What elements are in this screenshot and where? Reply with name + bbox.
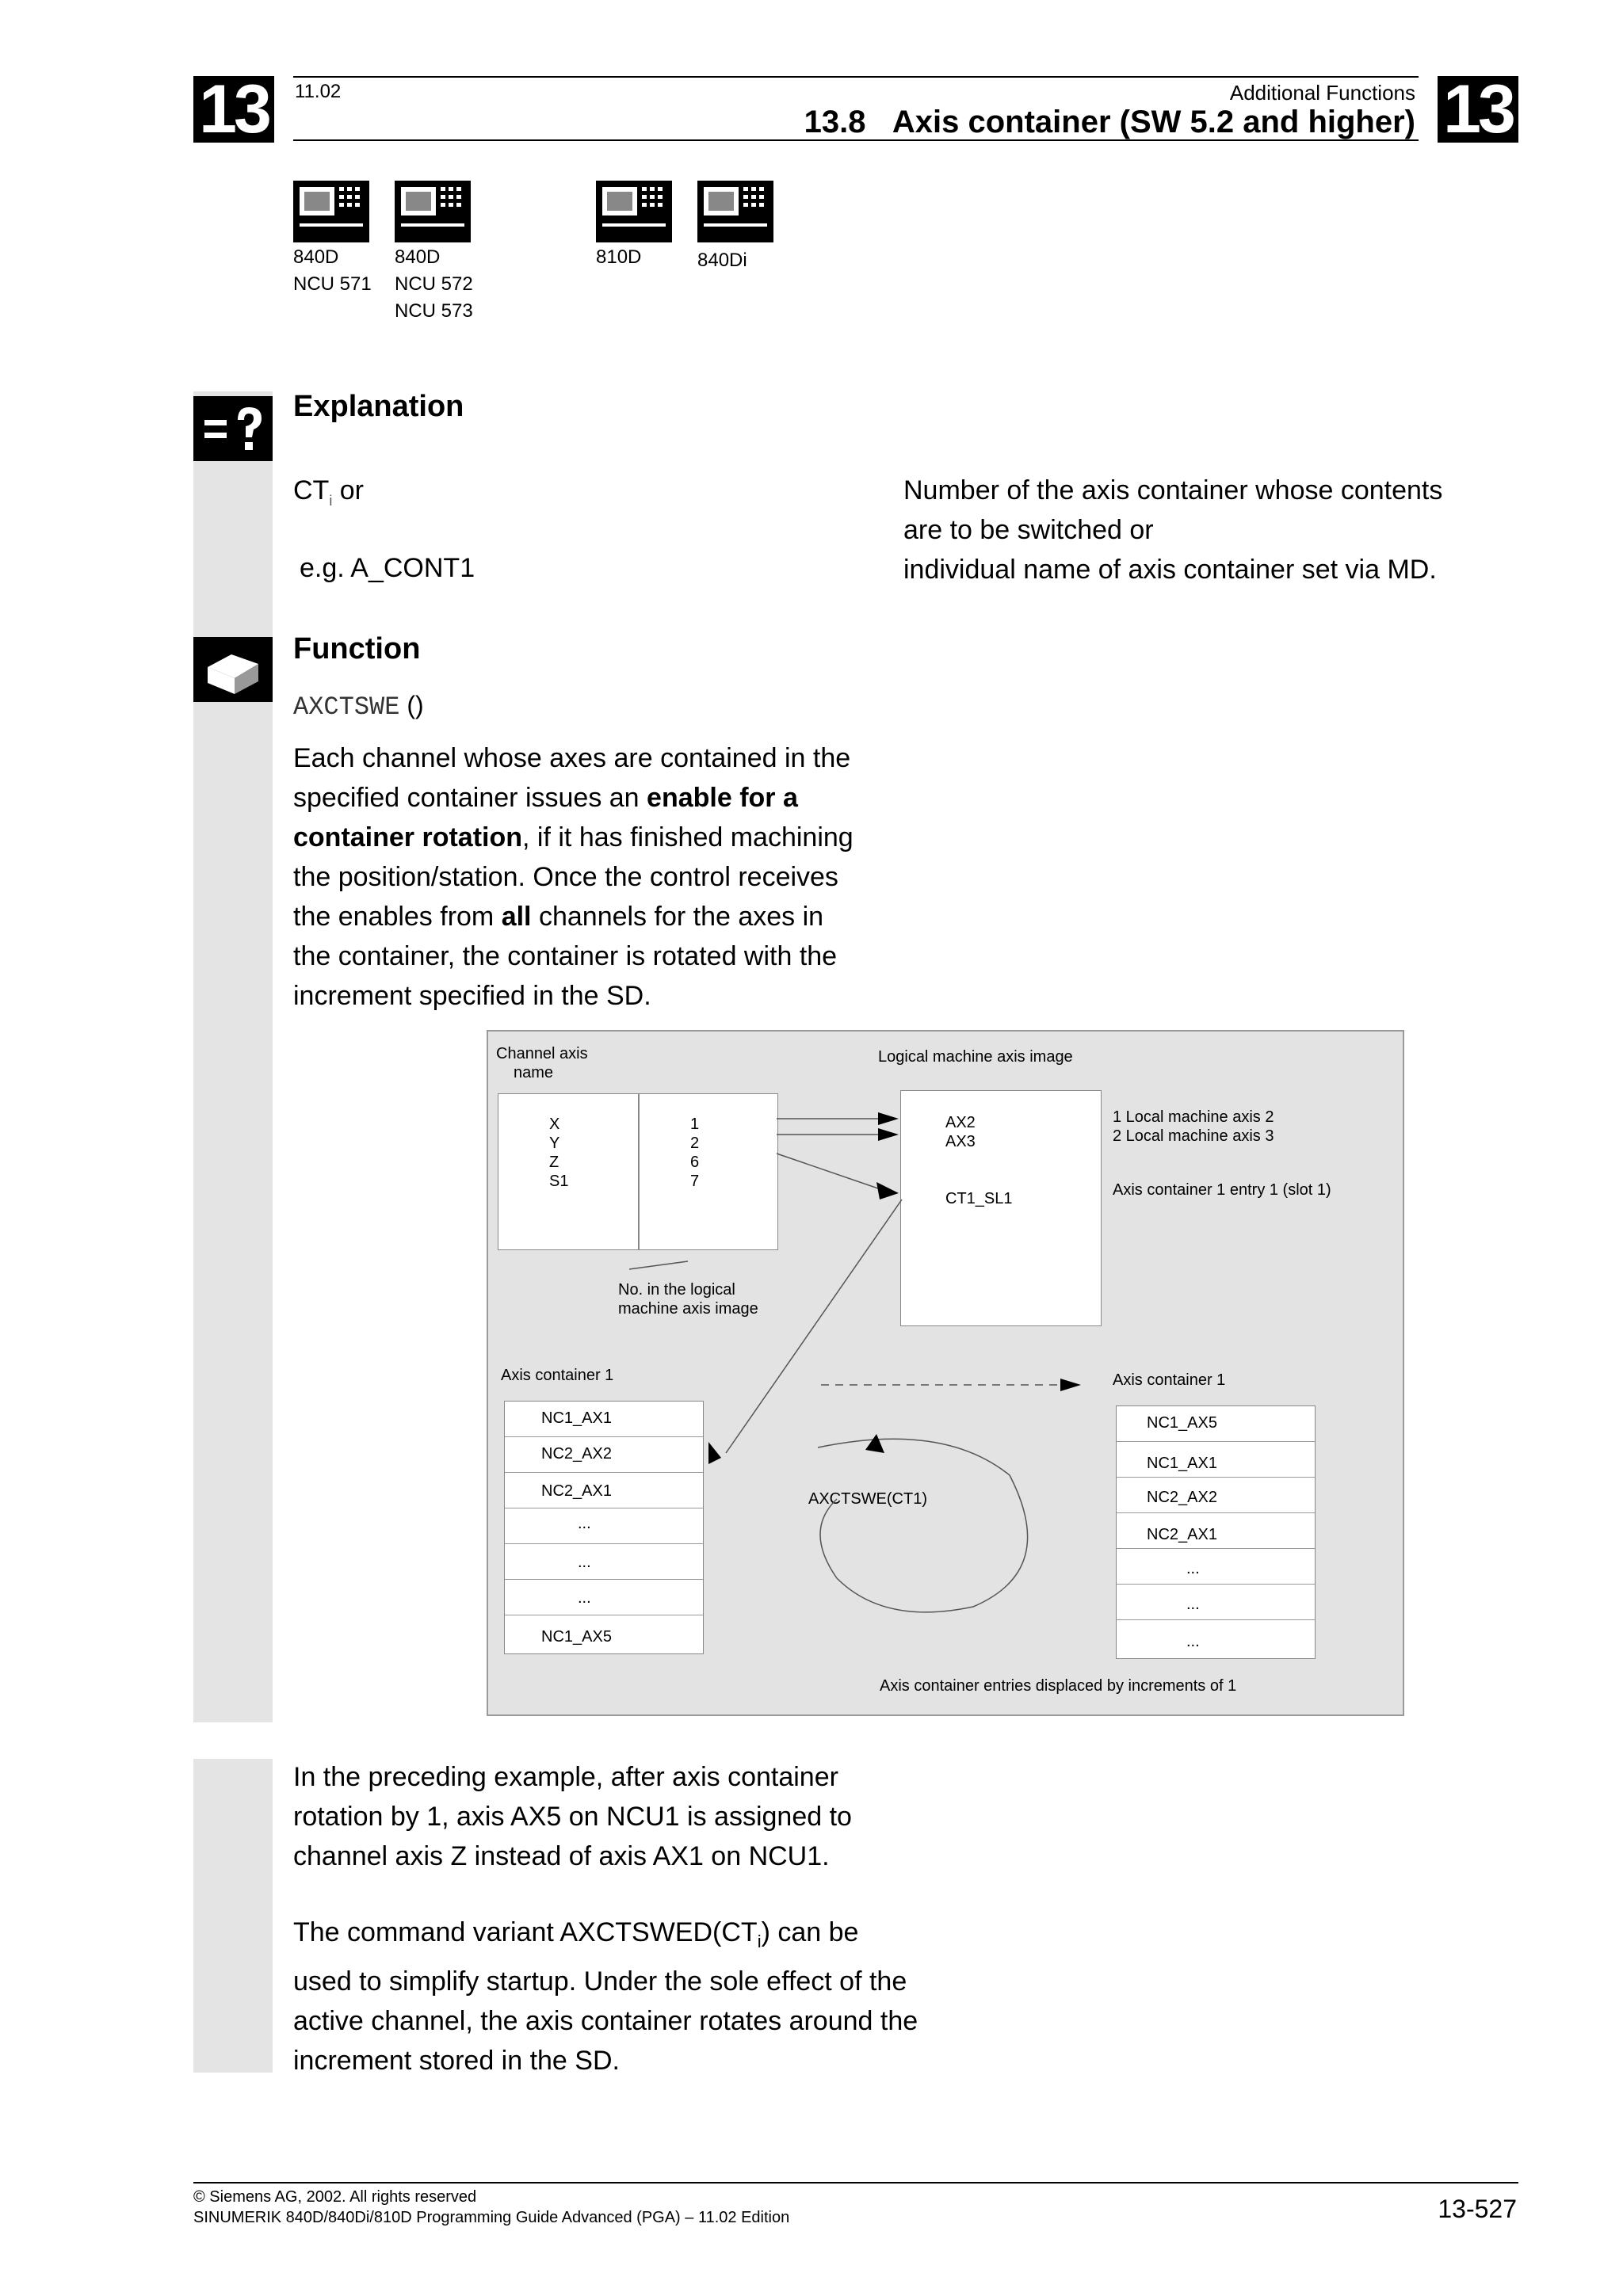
rotation-example-paragraph: In the preceding example, after axis container rotation by 1, axis AX5 on NCU1 is assigned to channel axis Z instead of axis AX1 on NCU1. — [293, 1762, 852, 1871]
right-container-title: Axis container 1 — [1113, 1371, 1226, 1389]
control-label: 840D NCU 571 — [293, 246, 372, 295]
no-in-image-note: No. in the logical machine axis image — [618, 1281, 758, 1318]
function-cube-icon — [193, 637, 273, 702]
logical-axis-list: AX2 AX3 — [945, 1114, 976, 1150]
table-row: ... — [505, 1508, 703, 1544]
command-variant-paragraph: The command variant $AXCTSWED(CT_i)$ can be used to simplify startup. Under the sole effect of the active channel, the axis container rotates around the increment stored in the SD. — [293, 1917, 918, 2076]
table-row: ... — [1117, 1549, 1315, 1585]
arrow-icon — [708, 1112, 1081, 1464]
channel-axis-list: X Y Z S1 — [549, 1116, 569, 1190]
section-number: 13.8 — [804, 105, 866, 139]
local-axis-notes: 1 Local machine axis 2 2 Local machine axis 3 — [1113, 1108, 1274, 1145]
sidebar-bar — [193, 391, 273, 1722]
logical-image-label: Logical machine axis image — [878, 1048, 1073, 1066]
cnc-panel-icon — [697, 181, 773, 242]
chapter-box-left — [193, 71, 274, 147]
axis-number-list: 1 2 6 7 — [690, 1116, 700, 1190]
channel-axis-label: Channel axis name — [496, 1045, 588, 1081]
table-row: NC2_AX2 — [505, 1437, 703, 1473]
rotation-arrow-icon — [865, 1434, 884, 1453]
page-number: 13-527 — [1438, 2195, 1517, 2223]
table-row: NC2_AX1 — [505, 1473, 703, 1508]
footer-rule — [193, 2182, 1518, 2183]
table-row: NC1_AX5 — [1117, 1406, 1315, 1442]
table-row: ... — [505, 1544, 703, 1580]
explanation-icon — [193, 396, 273, 461]
table-row: NC1_AX1 — [505, 1402, 703, 1437]
control-label: 810D — [596, 246, 642, 268]
axis-container-diagram — [487, 1030, 1404, 1716]
header-bottom-rule — [293, 139, 1419, 141]
container-entry-note: Axis container 1 entry 1 (slot 1) — [1113, 1181, 1331, 1199]
explanation-title: Explanation — [293, 390, 464, 423]
diagram-connectors — [488, 1032, 1403, 1714]
left-container-title: Axis container 1 — [501, 1367, 614, 1384]
cnc-panel-icon — [293, 181, 369, 242]
explanation-description: Number of the axis container whose contents are to be switched or individual name of axis container set via MD. — [903, 475, 1443, 585]
sidebar-bar — [193, 1759, 273, 2073]
table-row: NC2_AX1 — [1117, 1513, 1315, 1549]
table-row: NC1_AX5 — [541, 1628, 612, 1646]
header-date: 11.02 — [295, 81, 342, 102]
function-title: Function — [293, 632, 421, 666]
explanation-param: $CT_i$ or — [293, 475, 365, 509]
page-title — [804, 105, 1415, 140]
header-top-rule — [293, 76, 1419, 78]
footer-copyright: © Siemens AG, 2002. All rights reserved — [193, 2188, 477, 2206]
section-title: Axis container (SW 5.2 and higher) — [892, 105, 1415, 139]
function-command: AXCTSWE () — [293, 691, 424, 722]
diagram-caption: Axis container entries displaced by increments of 1 — [880, 1677, 1237, 1695]
table-row: NC1_AX1 — [1117, 1442, 1315, 1478]
control-label: 840D NCU 572 NCU 573 — [395, 246, 473, 322]
explanation-example: e.g. A_CONT1 — [300, 553, 475, 583]
rotation-label: AXCTSWE(CT1) — [808, 1490, 927, 1508]
logical-slot: CT1_SL1 — [945, 1190, 1013, 1207]
chapter-box-right — [1438, 71, 1518, 147]
footer-doc-title: SINUMERIK 840D/840Di/810D Programming Guide Advanced (PGA) – 11.02 Edition — [193, 2209, 790, 2226]
function-paragraph: Each channel whose axes are contained in the specified container issues an enable for a container rotation, if it has finished machining the position/station. Once the control receives the enables from all channels for the axes in the container, the container is rotated with the increment specified in the SD. — [293, 743, 854, 1011]
table-row: ... — [505, 1580, 703, 1615]
chapter-number: 13 — [1443, 71, 1513, 147]
table-row: ... — [1186, 1633, 1200, 1650]
cnc-panel-icon — [596, 181, 672, 242]
table-row: ... — [1117, 1585, 1315, 1620]
control-label: 840Di — [697, 250, 747, 271]
header-section-area: Additional Functions — [1229, 81, 1415, 105]
cnc-panel-icon — [395, 181, 471, 242]
chapter-number: 13 — [199, 71, 269, 147]
table-row: NC2_AX2 — [1117, 1478, 1315, 1513]
